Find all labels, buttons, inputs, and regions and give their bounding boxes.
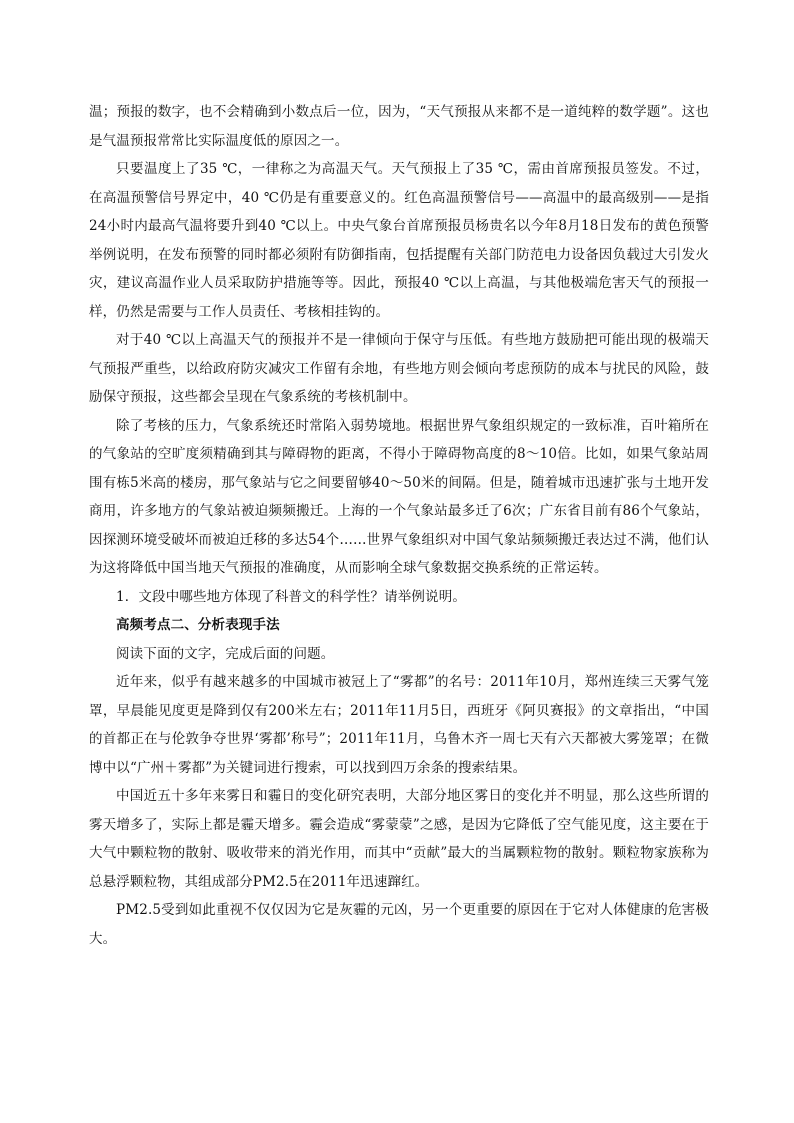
section-heading: 高频考点二、分析表现手法 [116,617,280,633]
reading-instruction: 阅读下面的文字，完成后面的问题。 [116,645,335,662]
paragraph-pm25-health: PM2.5受到如此重视不仅仅因为它是灰霾的元凶，另一个更重要的原因在于它对人体健康的危害极大。 [89,902,709,947]
paragraph-fog-cities: 近年来，似乎有越来越多的中国城市被冠上了“雾都”的名号：2011年10月，郑州连续三天雾气笼罩，早晨能见度更是降到仅有200米左右；2011年11月5日，西班牙《阿贝赛报》的文章指出，“中国的首都正在与伦敦争夺世界‘雾都’称号”；2011年11月，乌鲁木齐一周七天有六天都被大雾笼罩；在微博中以“广州＋雾都”为关键词进行搜索，可以找到四万余条的搜索结果。 [89,674,709,776]
paragraph-weather-station-relocation: 除了考核的压力，气象系统还时常陷入弱势境地。根据世界气象组织规定的一致标准，百叶箱所在的气象站的空旷度须精确到其与障碍物的距离，不得小于障碍物高度的8～10倍。比如，如果气象站周围有栋5米高的楼房，那气象站与它之间要留够40～50米的间隔。但是，随着城市迅速扩张与土地开发商用，许多地方的气象站被迫频频搬迁。上海的一个气象站最多迁了6次；广东省目前有86个气象站，因探测环境受破坏而被迫迁移的多达54个……世界气象组织对中国气象站频频搬迁表达过不满，他们认为这将降低中国当地天气预报的准确度，从而影响全球气象数据交换系统的正常运转。 [89,417,709,576]
paragraph-haze-research: 中国近五十多年来雾日和霾日的变化研究表明，大部分地区雾日的变化并不明显，那么这些所谓的雾天增多了，实际上都是霾天增多。霾会造成“雾蒙蒙”之感，是因为它降低了空气能见度，这主要在于大气中颗粒物的散射、吸收带来的消光作用，而其中“贡献”最大的当属颗粒物的散射。颗粒物家族称为总悬浮颗粒物，其组成部分PM2.5在2011年迅速蹿红。 [89,788,709,890]
paragraph-forecast-bias: 对于40 ℃以上高温天气的预报并不是一律倾向于保守与压低。有些地方鼓励把可能出现的极端天气预报严重些，以给政府防灾减灾工作留有余地，有些地方则会倾向考虑预防的成本与扰民的风险，鼓励保守预报，这些都会呈现在气象系统的考核机制中。 [89,332,709,405]
question-1: 1．文段中哪些地方体现了科普文的科学性？请举例说明。 [116,588,466,605]
paragraph-high-temperature-warning: 只要温度上了35 ℃，一律称之为高温天气。天气预报上了35 ℃，需由首席预报员签发。不过，在高温预警信号界定中，40 ℃仍是有重要意义的。红色高温预警信号——高温中的最高级别——是指24小时内最高气温将要升到40 ℃以上。中央气象台首席预报员杨贵名以今年8月18日发布的黄色预警举例说明，在发布预警的同时都必须附有防御指南，包括提醒有关部门防范电力设备因负载过大引发火灾，建议高温作业人员采取防护措施等等。因此，预报40 ℃以上高温，与其他极端危害天气的预报一样，仍然是需要与工作人员责任、考核相挂钩的。 [89,161,709,320]
document-page [89,98,709,953]
paragraph-forecast-precision: 温；预报的数字，也不会精确到小数点后一位，因为，“天气预报从来都不是一道纯粹的数学题”。这也是气温预报常常比实际温度低的原因之一。 [89,104,709,149]
